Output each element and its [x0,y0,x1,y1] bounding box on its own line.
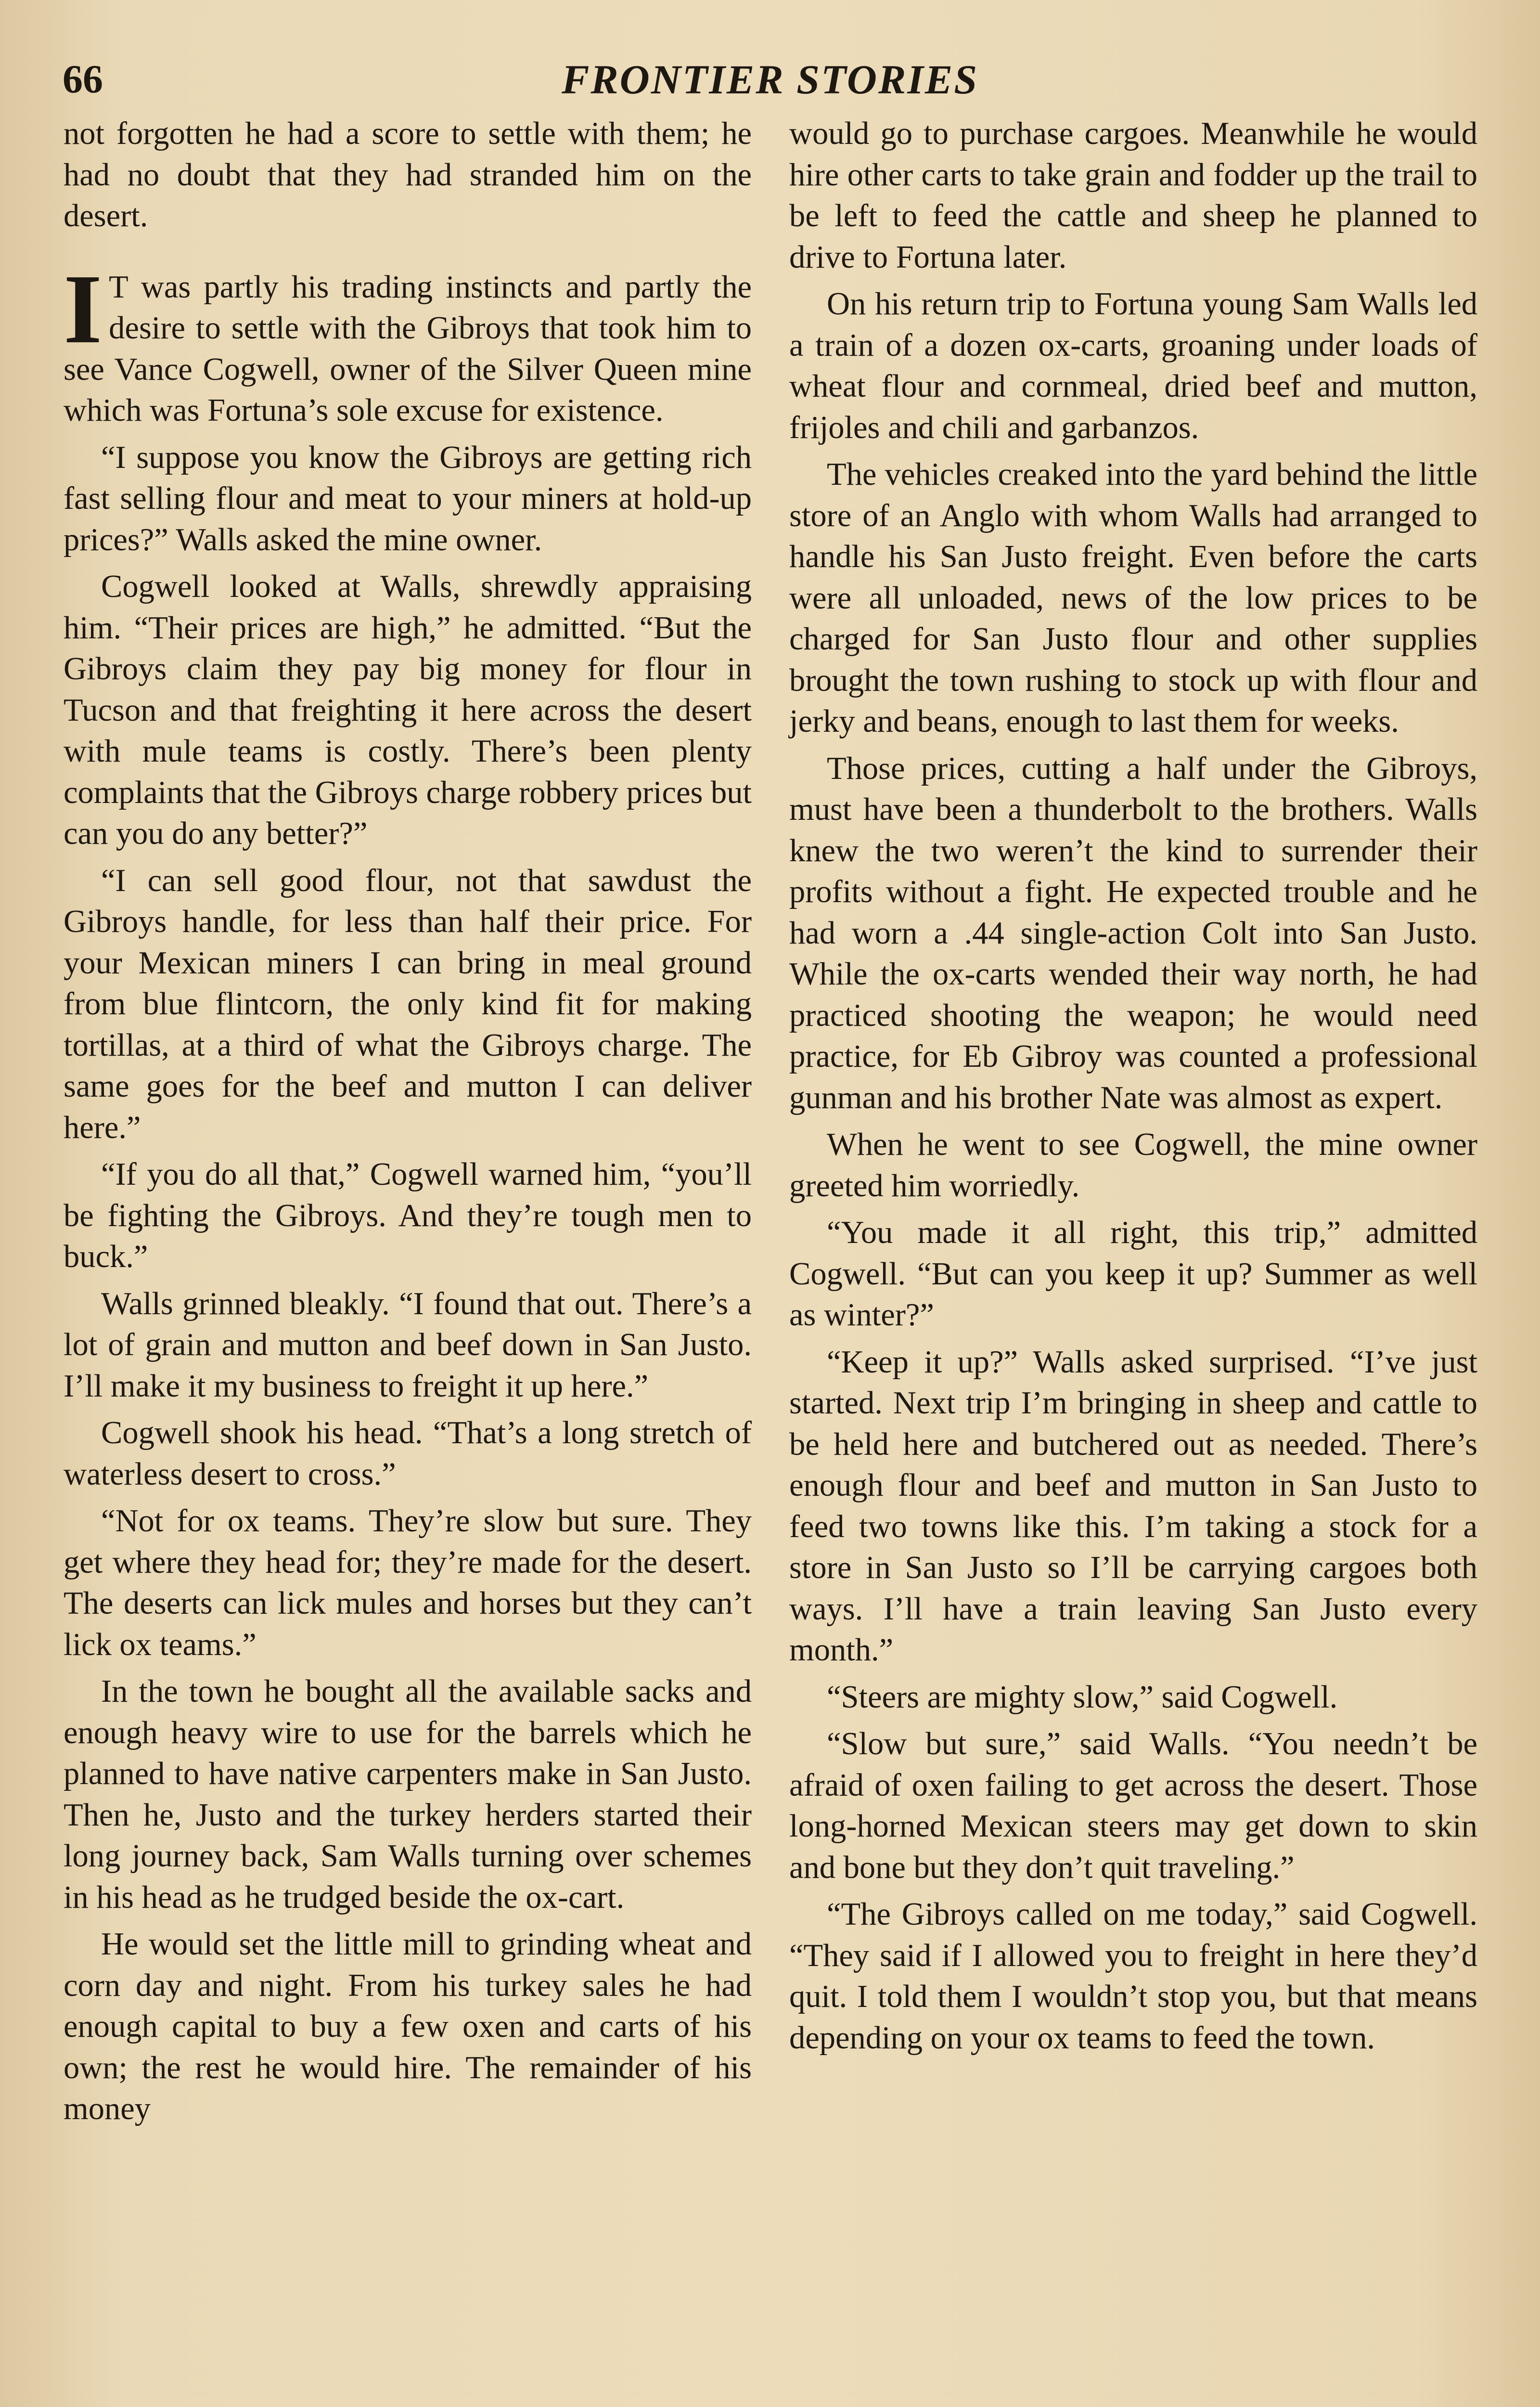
page-header [63,53,1477,106]
paragraph: He would set the little mill to grinding wheat and corn day and night. From his turkey sales he had enough capital to buy a few oxen and carts of his own; the rest he would hire. The remainder of his money [64,1927,752,2126]
paragraph: The vehicles creaked into the yard behind the little store of an Anglo with whom Walls had arranged to handle his San Justo freight. Even before the carts were all unloaded, news of the low prices to be charged for San Justo flour and other supplies brought the town rushing to stock up with flour and jerky and beans, enough to last them for weeks. [789,457,1477,739]
paragraph: On his return trip to Fortuna young Sam Walls led a train of a dozen ox-carts, groaning under loads of wheat flour and cornmeal, dried beef and mutton, frijoles and chili and garbanzos. [789,286,1477,445]
paragraph: “Keep it up?” Walls asked surprised. “I’ve just started. Next trip I’m bringing in sheep and cattle to be held here and butchered out as needed. There’s enough flour and beef and mutton in San Justo to feed two towns like this. I’m taking a stock for a store in San Justo so I’ll be carrying cargoes both ways. I’ll have a train leaving San Justo every month.” [789,1344,1477,1668]
paragraph: Those prices, cutting a half under the Gibroys, must have been a thunderbolt to the brothers. Walls knew the two weren’t the kind to surrender their profits without a fight. He expected trouble and he had worn a .44 single-action Colt into San Justo. While the ox-carts wended their way north, he had practiced shooting the weapon; he would need practice, for Eb Gibroy was counted a professional gunman and his brother Nate was almost as expert. [789,751,1477,1115]
paragraph: “The Gibroys called on me today,” said Cogwell. “They said if I allowed you to freight in here they’d quit. I told them I wouldn’t stop you, but that means depending on your ox teams to feed the town. [789,1897,1477,2056]
paragraph: Walls grinned bleakly. “I found that out. There’s a lot of grain and mutton and beef down in San Justo. I’ll make it my business to freight it up here.” [64,1286,752,1404]
section-opening-text: T was partly his trading instincts and partly the desire to settle with the Gibroys that took him to see Vance Cogwell, owner of the Silver Queen mine which was Fortuna’s sole excuse for existence. [64,269,752,428]
paragraph: “Not for ox teams. They’re slow but sure. They get where they head for; they’re made for the desert. The deserts can lick mules and horses but they can’t lick ox teams.” [64,1503,752,1662]
drop-cap: I [64,253,103,364]
page-number: 66 [63,57,103,102]
paragraph: “I can sell good flour, not that sawdust the Gibroys handle, for less than half their price. For your Mexican miners I can bring in meal ground from blue flintcorn, the only kind fit for making tortillas, at a third of what the Gibroys charge. The same goes for the beef and mutton I can deliver here.” [64,863,752,1145]
right-column [789,113,1477,2064]
paragraph: “Slow but sure,” said Walls. “You needn’t be afraid of oxen failing to get across the desert. Those long-horned Mexican steers may get down to skin and bone but they don’t quit traveling.” [789,1726,1477,1885]
paragraph: “If you do all that,” Cogwell warned him, “you’ll be fighting the Gibroys. And they’re tough men to buck.” [64,1157,752,1274]
paragraph: would go to purchase cargoes. Meanwhile he would hire other carts to take grain and fodder up the trail to be left to feed the cattle and sheep he planned to drive to Fortuna later. [789,116,1477,275]
paragraph: In the town he bought all the available sacks and enough heavy wire to use for the barrels which he planned to have native carpenters make in San Justo. Then he, Justo and the turkey herders started their long journey back, Sam Walls turning over schemes in his head as he trudged beside the ox-cart. [64,1674,752,1915]
paragraph: “I suppose you know the Gibroys are getting rich fast selling flour and meat to your miners at hold-up prices?” Walls asked the mine owner. [64,440,752,557]
paragraph: When he went to see Cogwell, the mine owner greeted him worriedly. [789,1127,1477,1204]
section-opening-paragraph [64,253,752,431]
paragraph: Cogwell shook his head. “That’s a long stretch of waterless desert to cross.” [64,1415,752,1492]
paragraph: Cogwell looked at Walls, shrewdly appraising him. “Their prices are high,” he admitted. “But the Gibroys claim they pay big money for flour in Tucson and that freighting it here across the desert with mule teams is costly. There’s been plenty complaints that the Gibroys charge robbery prices but can you do any better?” [64,569,752,851]
paragraph: not forgotten he had a score to settle with them; he had no doubt that they had stranded him on the desert. [64,116,752,233]
left-column [64,113,752,2135]
paragraph: “You made it all right, this trip,” admitted Cogwell. “But can you keep it up? Summer as well as winter?” [789,1215,1477,1333]
running-title: FRONTIER STORIES [561,56,979,103]
paragraph: “Steers are mighty slow,” said Cogwell. [827,1679,1338,1715]
